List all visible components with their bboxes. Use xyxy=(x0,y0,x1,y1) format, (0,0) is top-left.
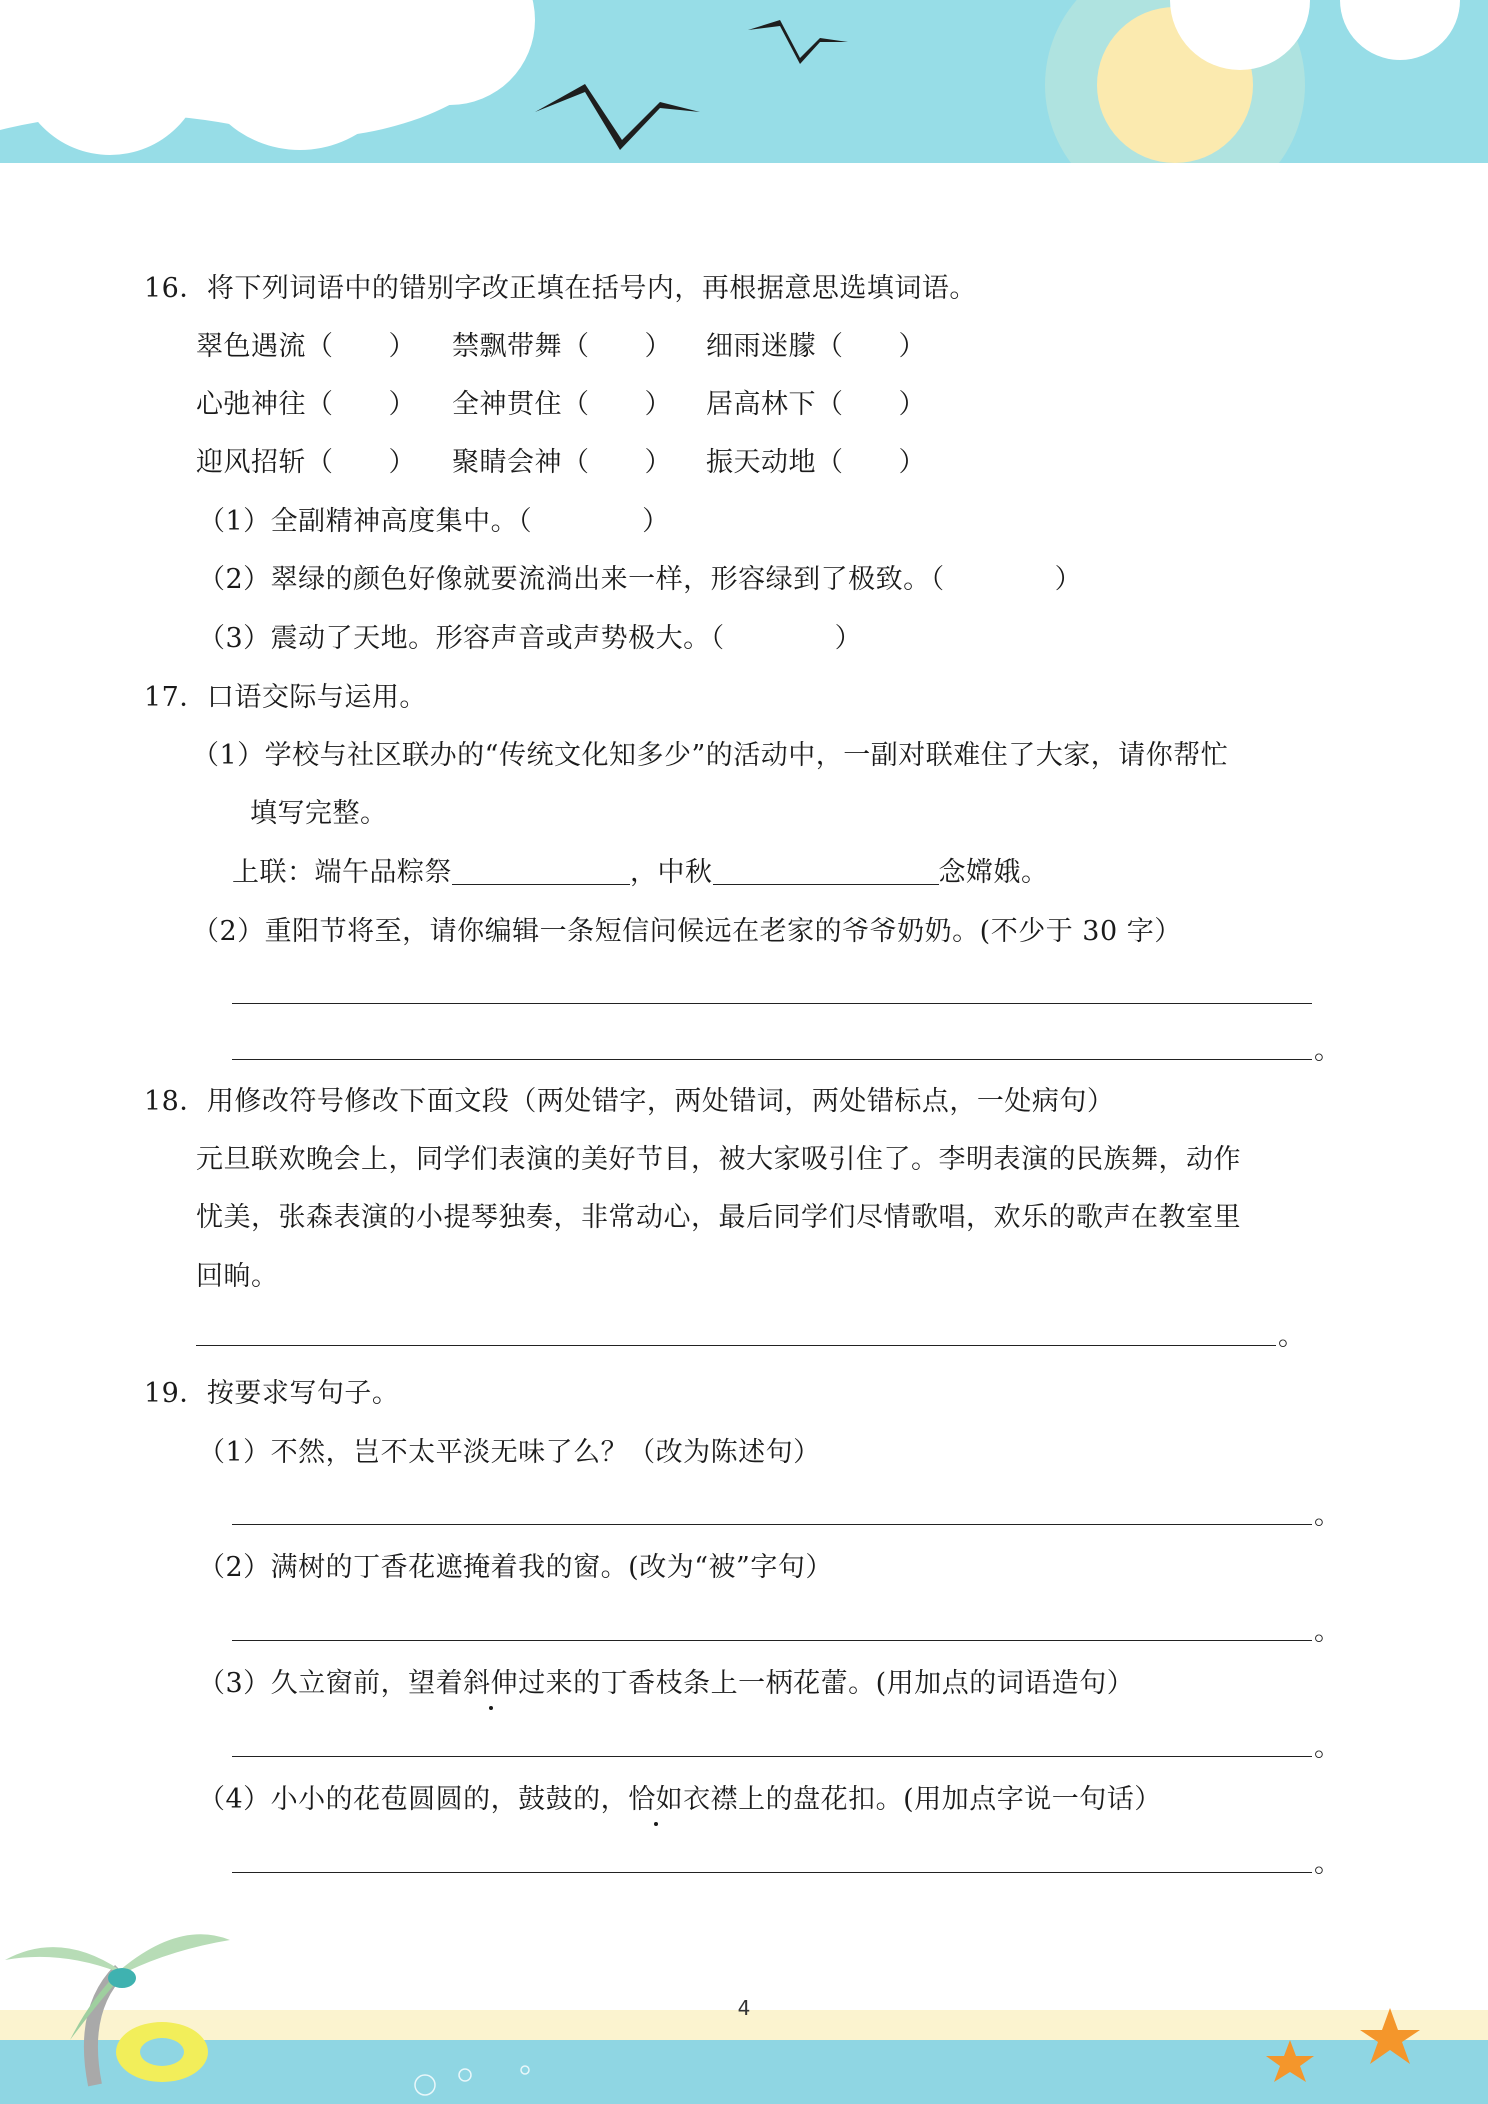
q16-word-1: 翠色遇流（ ） xyxy=(196,331,416,362)
period-mark: 。 xyxy=(1314,1500,1341,1531)
q19-sentence-1: （1）不然，岂不太平淡无味了么？（改为陈述句） xyxy=(198,1437,821,1468)
q16-sub-2: （2）翠绿的颜色好像就要流淌出来一样，形容绿到了极致。（ ） xyxy=(198,564,1083,595)
answer-line[interactable] xyxy=(232,1524,1312,1525)
question-18-title: 18．用修改符号修改下面文段（两处错字，两处错词，两处错标点，一处病句） xyxy=(144,1086,1115,1117)
q16-word-3: 细雨迷朦（ ） xyxy=(706,331,926,362)
answer-line[interactable] xyxy=(196,1345,1276,1346)
period-mark: 。 xyxy=(1314,1616,1341,1647)
answer-line[interactable] xyxy=(232,1003,1312,1004)
q17-sub-2: （2）重阳节将至，请你编辑一条短信问候远在老家的爷爷奶奶。(不少于 30 字） xyxy=(192,916,1182,947)
couplet-blank-2[interactable] xyxy=(713,858,939,885)
period-mark: 。 xyxy=(1278,1321,1305,1352)
period-mark: 。 xyxy=(1314,1848,1341,1879)
sky-header-illustration xyxy=(0,0,1488,170)
period-mark: 。 xyxy=(1314,1035,1341,1066)
q18-paragraph-line-1: 元旦联欢晚会上，同学们表演的美好节目，被大家吸引住了。李明表演的民族舞，动作 xyxy=(196,1144,1241,1175)
couplet-part-1: 上联：端午品粽祭 xyxy=(232,857,452,888)
dotted-word: 恰如 xyxy=(628,1784,684,1815)
q16-sub-3: （3）震动了天地。形容声音或声势极大。（ ） xyxy=(198,623,863,654)
question-19-title: 19．按要求写句子。 xyxy=(144,1378,400,1409)
page-number: 4 xyxy=(737,1996,751,2020)
q18-paragraph-line-2: 忧美，张森表演的小提琴独奏，非常动心，最后同学们尽情歌唱，欢乐的歌声在教室里 xyxy=(196,1202,1241,1233)
answer-line[interactable] xyxy=(232,1059,1312,1060)
q16-word-9: 振天动地（ ） xyxy=(706,447,926,478)
q17-sub-1-line-1: （1）学校与社区联办的“传统文化知多少”的活动中，一副对联难住了大家，请你帮忙 xyxy=(192,740,1229,771)
q19-s4-suffix: 衣襟上的盘花扣。(用加点字说一句话） xyxy=(683,1784,1162,1815)
couplet-line xyxy=(232,856,1049,890)
q19-sentence-2: （2）满树的丁香花遮掩着我的窗。(改为“被”字句） xyxy=(198,1552,833,1583)
couplet-part-2: ，中秋 xyxy=(630,857,713,888)
answer-line[interactable] xyxy=(232,1756,1312,1757)
q16-word-5: 全神贯住（ ） xyxy=(452,389,672,420)
q16-word-4: 心弛神往（ ） xyxy=(196,389,416,420)
q19-s4-prefix: （4）小小的花苞圆圆的，鼓鼓的， xyxy=(198,1784,629,1815)
q16-word-2: 禁飘带舞（ ） xyxy=(452,331,672,362)
q17-sub-1-line-2: 填写完整。 xyxy=(250,798,388,829)
answer-line[interactable] xyxy=(232,1640,1312,1641)
q19-sentence-4 xyxy=(198,1783,1162,1817)
q19-sentence-3 xyxy=(198,1667,1134,1701)
answer-line[interactable] xyxy=(232,1872,1312,1873)
q19-s3-prefix: （3）久立窗前，望着 xyxy=(198,1668,464,1699)
q16-word-6: 居高林下（ ） xyxy=(706,389,926,420)
q16-word-8: 聚睛会神（ ） xyxy=(452,447,672,478)
question-16-title: 16．将下列词语中的错别字改正填在括号内，再根据意思选填词语。 xyxy=(144,273,977,304)
dotted-word: 斜伸 xyxy=(463,1668,519,1699)
q16-sub-1: （1）全副精神高度集中。（ ） xyxy=(198,506,670,537)
q18-paragraph-line-3: 回晌。 xyxy=(196,1261,279,1292)
couplet-part-3: 念嫦娥。 xyxy=(938,857,1049,888)
question-17-title: 17．口语交际与运用。 xyxy=(144,682,427,713)
q19-s3-suffix: 过来的丁香枝条上一柄花蕾。(用加点的词语造句） xyxy=(518,1668,1135,1699)
period-mark: 。 xyxy=(1314,1732,1341,1763)
q16-word-7: 迎风招斩（ ） xyxy=(196,447,416,478)
couplet-blank-1[interactable] xyxy=(452,858,630,885)
